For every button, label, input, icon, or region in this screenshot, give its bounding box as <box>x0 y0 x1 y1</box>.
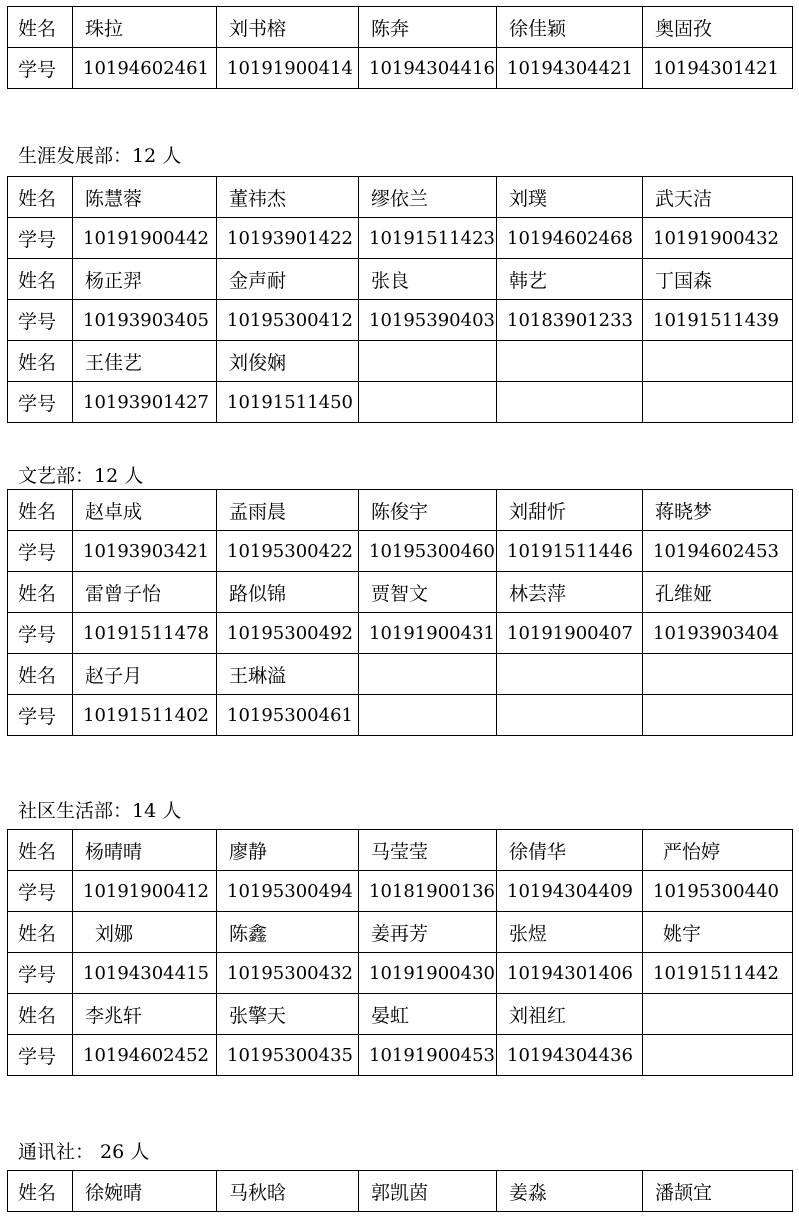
student-id: 10191900432 <box>643 218 793 259</box>
row-label: 学号 <box>8 871 73 912</box>
student-id: 10194602453 <box>643 531 793 572</box>
member-name: 缪依兰 <box>359 177 497 218</box>
member-table-news <box>7 1170 793 1212</box>
member-name: 金声耐 <box>217 259 359 300</box>
table-row <box>8 695 793 736</box>
student-id: 10191900414 <box>217 48 359 89</box>
member-name: 刘书榕 <box>217 7 359 48</box>
student-id: 10195300435 <box>217 1035 359 1076</box>
member-name: 徐婉晴 <box>73 1171 217 1212</box>
member-name: 徐佳颖 <box>497 7 643 48</box>
student-id: 10183901233 <box>497 300 643 341</box>
student-id: 10191511446 <box>497 531 643 572</box>
member-name: 路似锦 <box>217 572 359 613</box>
member-name: 王佳艺 <box>73 341 217 382</box>
member-name: 潘颉宜 <box>643 1171 793 1212</box>
member-name: 珠拉 <box>73 7 217 48</box>
table-row <box>8 1171 793 1212</box>
member-name: 姜淼 <box>497 1171 643 1212</box>
member-name: 姜再芳 <box>359 912 497 953</box>
empty-cell <box>643 654 793 695</box>
table-row <box>8 871 793 912</box>
member-name: 刘俊娴 <box>217 341 359 382</box>
table-row <box>8 531 793 572</box>
member-name: 蒋晓梦 <box>643 490 793 531</box>
student-id: 10191900430 <box>359 953 497 994</box>
table-row <box>8 654 793 695</box>
member-name: 张良 <box>359 259 497 300</box>
empty-cell <box>359 341 497 382</box>
row-label: 姓名 <box>8 341 73 382</box>
student-id: 10181900136 <box>359 871 497 912</box>
member-name: 晏虹 <box>359 994 497 1035</box>
student-id: 10194301421 <box>643 48 793 89</box>
student-id: 10193901427 <box>73 382 217 423</box>
table-row <box>8 7 793 48</box>
student-id: 10191900431 <box>359 613 497 654</box>
member-name: 赵子月 <box>73 654 217 695</box>
member-name: 赵卓成 <box>73 490 217 531</box>
table-row <box>8 218 793 259</box>
row-label: 学号 <box>8 48 73 89</box>
table-row <box>8 613 793 654</box>
table-row <box>8 177 793 218</box>
member-name: 丁国森 <box>643 259 793 300</box>
student-id: 10194304416 <box>359 48 497 89</box>
row-label: 姓名 <box>8 830 73 871</box>
member-name: 姚宇 <box>643 912 793 953</box>
student-id: 10191900442 <box>73 218 217 259</box>
empty-cell <box>497 382 643 423</box>
student-id: 10191511478 <box>73 613 217 654</box>
table-row <box>8 382 793 423</box>
row-label: 姓名 <box>8 7 73 48</box>
member-name: 韩艺 <box>497 259 643 300</box>
student-id: 10195390403 <box>359 300 497 341</box>
empty-cell <box>359 695 497 736</box>
row-label: 姓名 <box>8 654 73 695</box>
member-name: 武天洁 <box>643 177 793 218</box>
row-label: 姓名 <box>8 912 73 953</box>
member-name: 张擎天 <box>217 994 359 1035</box>
row-label: 姓名 <box>8 1171 73 1212</box>
member-name: 杨正羿 <box>73 259 217 300</box>
member-name: 廖静 <box>217 830 359 871</box>
student-id: 10191900412 <box>73 871 217 912</box>
row-label: 学号 <box>8 613 73 654</box>
member-table-career <box>7 176 793 423</box>
member-name: 徐倩华 <box>497 830 643 871</box>
member-table-continued <box>7 6 793 89</box>
member-name: 陈鑫 <box>217 912 359 953</box>
student-id: 10191900453 <box>359 1035 497 1076</box>
table-row <box>8 953 793 994</box>
student-id: 10194602452 <box>73 1035 217 1076</box>
empty-cell <box>643 382 793 423</box>
member-name: 陈慧蓉 <box>73 177 217 218</box>
student-id: 10194602461 <box>73 48 217 89</box>
member-name: 董祎杰 <box>217 177 359 218</box>
empty-cell <box>497 695 643 736</box>
table-row <box>8 490 793 531</box>
empty-cell <box>497 341 643 382</box>
member-name: 贾智文 <box>359 572 497 613</box>
member-name: 郭凯茵 <box>359 1171 497 1212</box>
empty-cell <box>643 341 793 382</box>
student-id: 10193901422 <box>217 218 359 259</box>
student-id: 10191511439 <box>643 300 793 341</box>
member-table-community <box>7 829 793 1076</box>
member-name: 王琳溢 <box>217 654 359 695</box>
student-id: 10195300422 <box>217 531 359 572</box>
student-id: 10193903404 <box>643 613 793 654</box>
member-name: 李兆轩 <box>73 994 217 1035</box>
student-id: 10195300492 <box>217 613 359 654</box>
table-row <box>8 1035 793 1076</box>
student-id: 10195300412 <box>217 300 359 341</box>
student-id: 10191511423 <box>359 218 497 259</box>
member-name: 刘甜忻 <box>497 490 643 531</box>
section-heading-career: 生涯发展部：12 人 <box>18 145 182 167</box>
empty-cell <box>643 994 793 1035</box>
member-name: 林芸萍 <box>497 572 643 613</box>
member-name: 严怡婷 <box>643 830 793 871</box>
student-id: 10194304436 <box>497 1035 643 1076</box>
row-label: 学号 <box>8 300 73 341</box>
member-name: 刘娜 <box>73 912 217 953</box>
empty-cell <box>359 382 497 423</box>
student-id: 10193903405 <box>73 300 217 341</box>
member-table-arts <box>7 489 793 736</box>
student-id: 10194304415 <box>73 953 217 994</box>
row-label: 姓名 <box>8 259 73 300</box>
student-id: 10191511450 <box>217 382 359 423</box>
row-label: 学号 <box>8 953 73 994</box>
section-heading-community: 社区生活部：14 人 <box>18 800 182 822</box>
row-label: 姓名 <box>8 994 73 1035</box>
student-id: 10195300432 <box>217 953 359 994</box>
table-row <box>8 994 793 1035</box>
student-id: 10194304421 <box>497 48 643 89</box>
student-id: 10195300461 <box>217 695 359 736</box>
member-name: 孔维娅 <box>643 572 793 613</box>
member-name: 陈奔 <box>359 7 497 48</box>
row-label: 学号 <box>8 695 73 736</box>
row-label: 学号 <box>8 1035 73 1076</box>
table-row <box>8 48 793 89</box>
row-label: 姓名 <box>8 177 73 218</box>
table-row <box>8 341 793 382</box>
empty-cell <box>497 654 643 695</box>
member-name: 刘祖红 <box>497 994 643 1035</box>
student-id: 10194301406 <box>497 953 643 994</box>
student-id: 10193903421 <box>73 531 217 572</box>
empty-cell <box>643 695 793 736</box>
member-name: 刘璞 <box>497 177 643 218</box>
row-label: 学号 <box>8 382 73 423</box>
member-name: 孟雨晨 <box>217 490 359 531</box>
table-row <box>8 300 793 341</box>
student-id: 10195300494 <box>217 871 359 912</box>
student-id: 10195300440 <box>643 871 793 912</box>
row-label: 姓名 <box>8 572 73 613</box>
table-row <box>8 259 793 300</box>
table-row <box>8 830 793 871</box>
student-id: 10191900407 <box>497 613 643 654</box>
member-name: 张煜 <box>497 912 643 953</box>
student-id: 10194602468 <box>497 218 643 259</box>
empty-cell <box>643 1035 793 1076</box>
member-name: 陈俊宇 <box>359 490 497 531</box>
table-row <box>8 572 793 613</box>
row-label: 学号 <box>8 218 73 259</box>
empty-cell <box>359 654 497 695</box>
member-name: 马秋晗 <box>217 1171 359 1212</box>
row-label: 学号 <box>8 531 73 572</box>
student-id: 10191511442 <box>643 953 793 994</box>
table-row <box>8 912 793 953</box>
row-label: 姓名 <box>8 490 73 531</box>
member-name: 雷曾子怡 <box>73 572 217 613</box>
student-id: 10191511402 <box>73 695 217 736</box>
member-name: 马莹莹 <box>359 830 497 871</box>
member-name: 奥固孜 <box>643 7 793 48</box>
member-name: 杨晴晴 <box>73 830 217 871</box>
student-id: 10194304409 <box>497 871 643 912</box>
student-id: 10195300460 <box>359 531 497 572</box>
section-heading-arts: 文艺部：12 人 <box>18 465 144 487</box>
section-heading-news: 通讯社： 26 人 <box>18 1141 150 1163</box>
